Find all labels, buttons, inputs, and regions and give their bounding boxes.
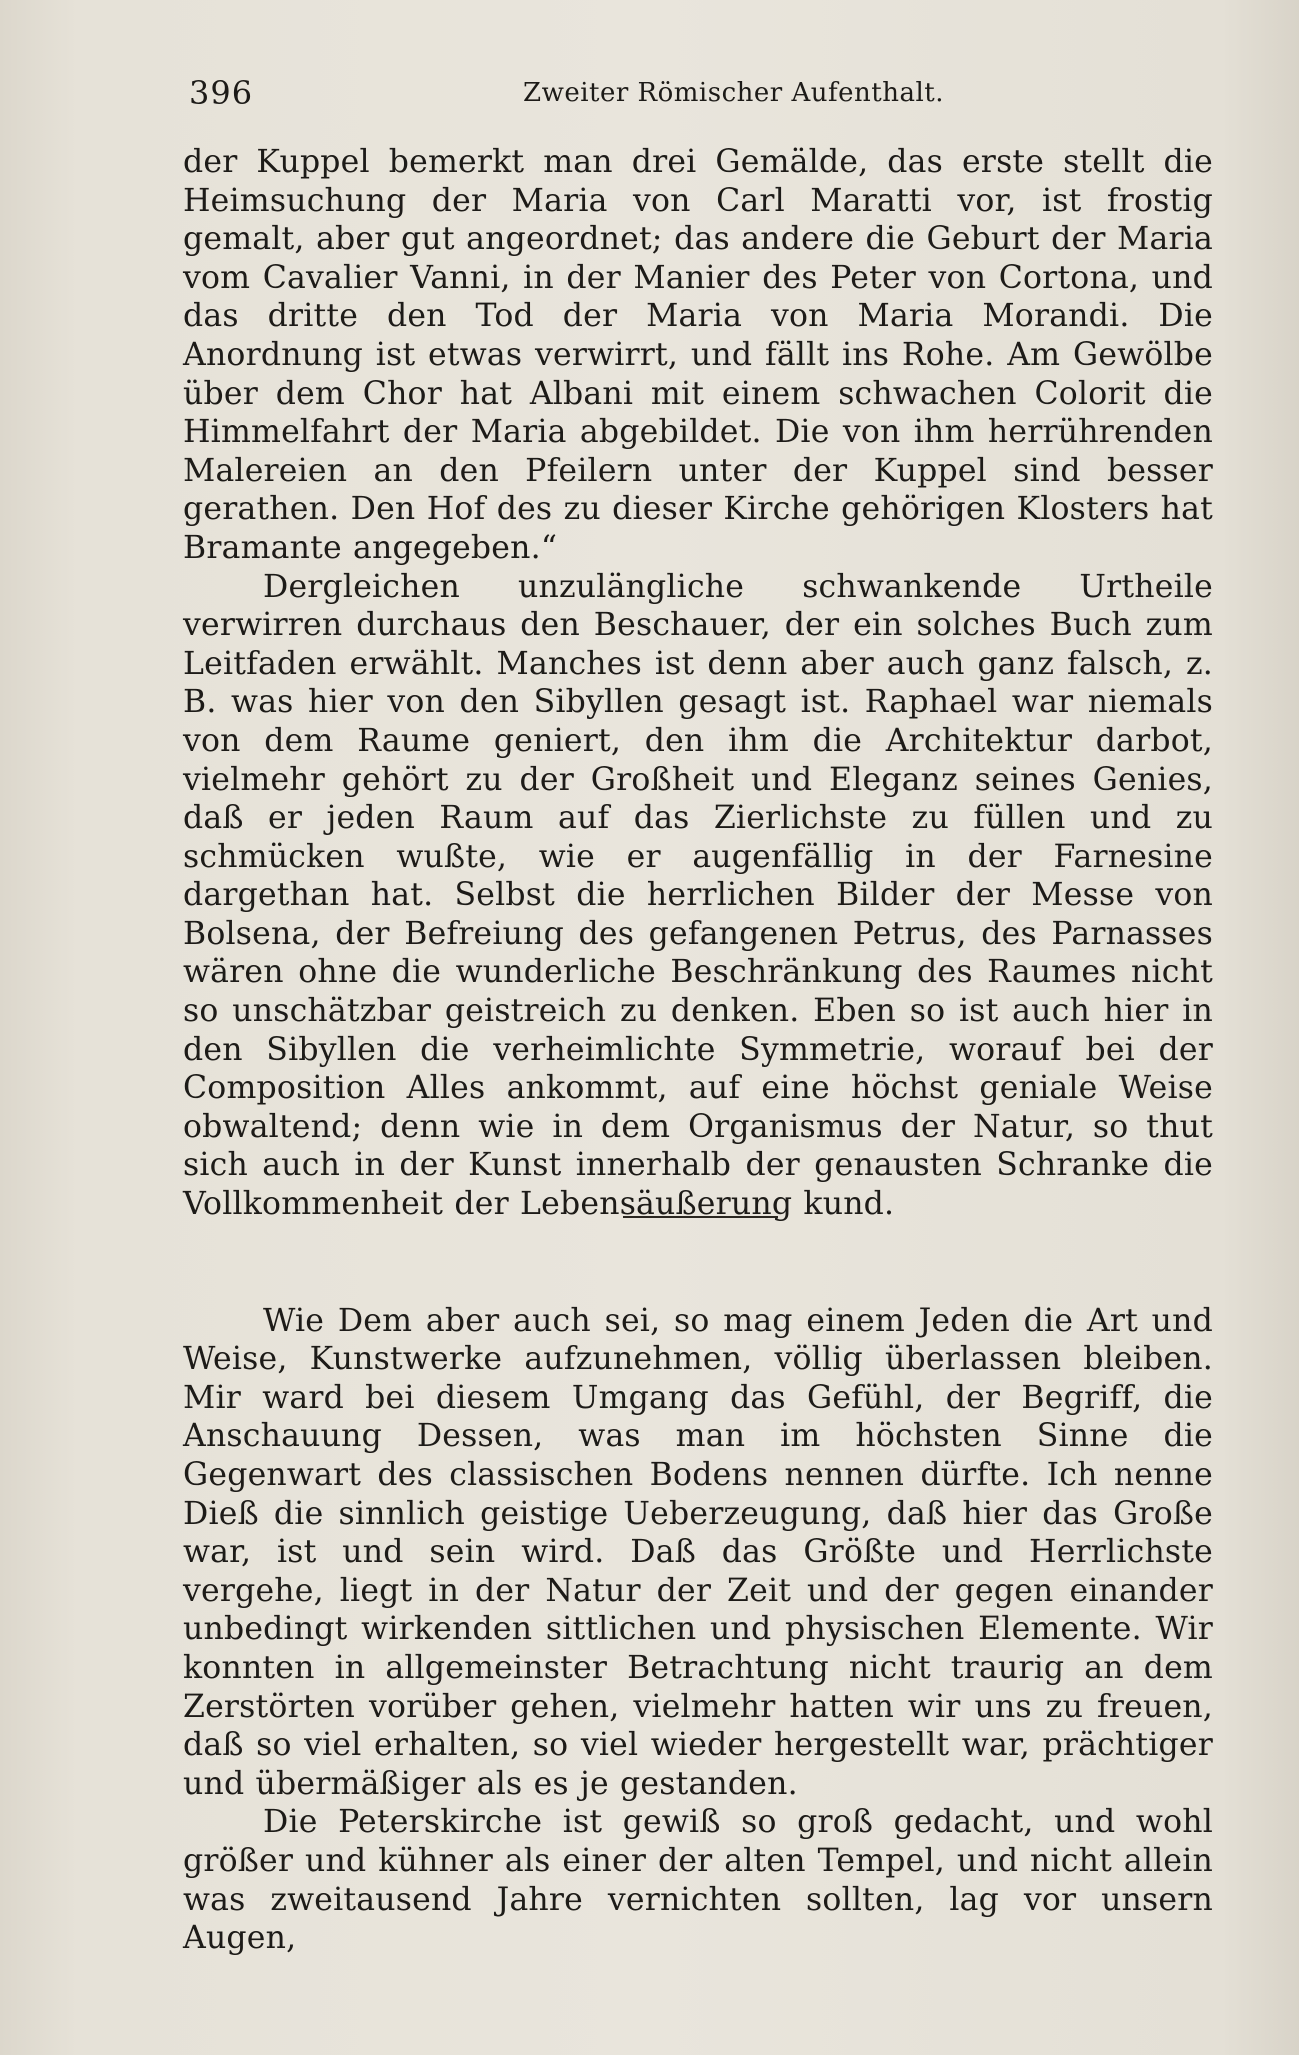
section-separator xyxy=(183,1224,1213,1302)
paragraph: Wie Dem aber auch sei, so mag einem Jeden die Art und Weise, Kunstwerke aufzunehmen, völlig überlassen bleiben. Mir ward bei diesem Umgang das Gefühl, der Begriff, die Anschauung Dessen, was man im höchsten Sinne die Gegenwart des classischen Bodens nennen dürfte. Ich nenne Dieß die sinnlich geistige Ueberzeugung, daß hier das Große war, ist und sein wird. Daß das Größte und Herrlichste vergehe, liegt in der Natur der Zeit und der gegen einander unbedingt wirkenden sittlichen und physischen Elemente. Wir konnten in allgemeinster Betrachtung nicht traurig an dem Zerstörten vorüber gehen, vielmehr hatten wir uns zu freuen, daß so viel erhalten, so viel wieder hergestellt war, prächtiger und übermäßiger als es je gestanden. xyxy=(183,1302,1213,1802)
running-head: Zweiter Römischer Aufenthalt. xyxy=(523,78,944,108)
page-number: 396 xyxy=(189,74,254,112)
page-header xyxy=(183,68,1224,118)
paragraph: der Kuppel bemerkt man drei Gemälde, das erste stellt die Heimsuchung der Maria von Carl Maratti vor, ist frostig gemalt, aber gut angeordnet; das andere die Geburt der Maria vom Cavalier Vanni, in der Manier des Peter von Cortona, und das dritte den Tod der Maria von Maria Morandi. Die Anordnung ist etwas verwirrt, und fällt ins Rohe. Am Gewölbe über dem Chor hat Albani mit einem schwachen Colorit die Himmelfahrt der Maria abgebildet. Die von ihm herrührenden Malereien an den Pfeilern unter der Kuppel sind besser gerathen. Den Hof des zu dieser Kirche gehörigen Klosters hat Bramante angegeben.“ xyxy=(183,144,1213,566)
paragraph: Dergleichen unzulängliche schwankende Urtheile verwirren durchaus den Beschauer, der ein solches Buch zum Leitfaden erwählt. Manches ist denn aber auch ganz falsch, z. B. was hier von den Sibyllen gesagt ist. Raphael war niemals von dem Raume geniert, den ihm die Architektur darbot, vielmehr gehört zu der Großheit und Eleganz seines Genies, daß er jeden Raum auf das Zierlichste zu füllen und zu schmücken wußte, wie er augenfällig in der Farnesine dargethan hat. Selbst die herrlichen Bilder der Messe von Bolsena, der Befreiung des gefangenen Petrus, des Parnasses wären ohne die wunderliche Beschränkung des Raumes nicht so unschätzbar geistreich zu denken. Eben so ist auch hier in den Sibyllen die verheimlichte Symmetrie, worauf bei der Composition Alles ankommt, auf eine höchst geniale Weise obwaltend; denn wie in dem Organismus der Natur, so thut sich auch in der Kunst innerhalb der genausten Schranke die Vollkommenheit der Lebensäußerung kund. xyxy=(183,568,1213,1223)
paragraph: Die Peterskirche ist gewiß so groß gedacht, und wohl größer und kühner als einer der alten Tempel, und nicht allein was zweitausend Jahre vernichten sollten, lag vor unsern Augen, xyxy=(183,1804,1213,1957)
page-body xyxy=(183,143,1213,1958)
separator-rule xyxy=(623,1216,778,1218)
